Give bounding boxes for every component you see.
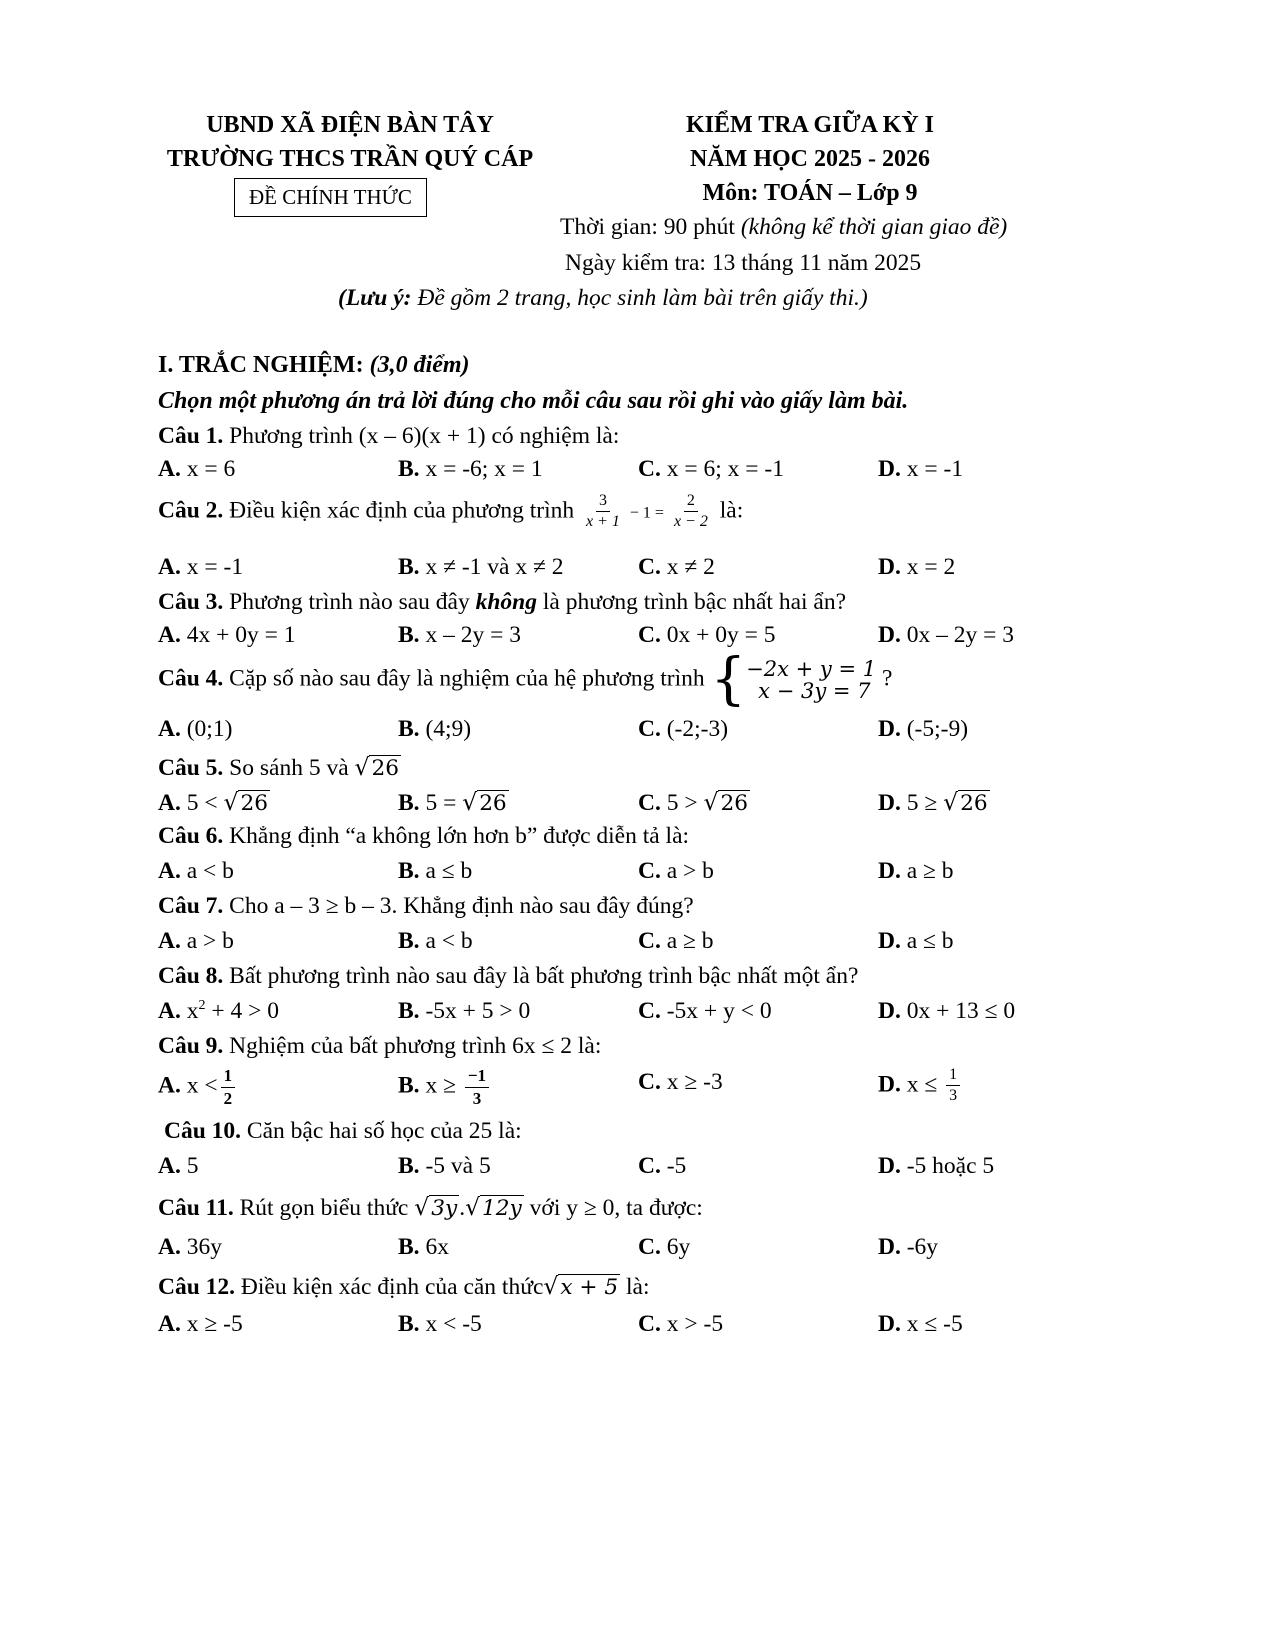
question-text: Điều kiện xác định của phương trình bbox=[223, 497, 580, 524]
option-b bbox=[398, 716, 471, 743]
fraction-denominator: 2 bbox=[223, 1088, 233, 1108]
question-label: Câu 4. bbox=[158, 665, 224, 692]
fraction-numerator: 2 bbox=[684, 492, 698, 512]
exam-date: Ngày kiểm tra: 13 tháng 11 năm 2025 bbox=[565, 250, 922, 276]
question-3 bbox=[158, 589, 846, 616]
option-text: -5 bbox=[660, 1153, 687, 1179]
option-b bbox=[398, 1234, 449, 1261]
fraction-numerator: 3 bbox=[596, 492, 610, 512]
question-emphasis: không bbox=[475, 589, 537, 615]
option-d bbox=[878, 1311, 963, 1338]
option-letter: A. bbox=[158, 716, 181, 742]
fraction-denominator: 3 bbox=[472, 1088, 482, 1108]
subject-line: Môn: TOÁN – Lớp 9 bbox=[702, 180, 918, 206]
fraction bbox=[583, 492, 623, 532]
option-letter: D. bbox=[878, 858, 901, 884]
option-text: x – 2y = 3 bbox=[419, 622, 521, 648]
exam-note bbox=[338, 285, 868, 312]
question-7 bbox=[158, 893, 694, 920]
option-letter: B. bbox=[398, 858, 420, 884]
option-letter: B. bbox=[398, 456, 420, 482]
question-10 bbox=[164, 1118, 522, 1145]
option-letter: C. bbox=[638, 998, 661, 1024]
section-title bbox=[158, 352, 470, 379]
option-c bbox=[638, 788, 750, 817]
question-tail: ? bbox=[876, 665, 893, 692]
question-4 bbox=[158, 647, 893, 712]
option-d bbox=[878, 998, 1015, 1025]
option-a bbox=[158, 1153, 198, 1180]
square-root: √3y bbox=[414, 1193, 458, 1221]
option-letter: A. bbox=[158, 456, 181, 482]
question-text: Nghiệm của bất phương trình 6x ≤ 2 là: bbox=[223, 1033, 602, 1059]
note-label: (Lưu ý: bbox=[338, 285, 412, 311]
option-text: x ≤ bbox=[900, 1071, 944, 1098]
option-d bbox=[878, 554, 955, 581]
section-instruction: Chọn một phương án trả lời đúng cho mỗi câu sau rồi ghi vào giấy làm bài. bbox=[158, 388, 909, 414]
option-text: 5 bbox=[180, 1153, 199, 1179]
question-11 bbox=[158, 1193, 703, 1222]
option-text: (-2;-3) bbox=[660, 716, 729, 742]
question-label: Câu 7. bbox=[158, 893, 224, 919]
option-letter: A. bbox=[158, 1072, 181, 1099]
option-letter: C. bbox=[638, 554, 661, 580]
question-label: Câu 1. bbox=[158, 423, 224, 449]
question-text: Bất phương trình nào sau đây là bất phương trình bậc nhất một ẩn? bbox=[223, 963, 859, 989]
option-text: -5x + y < 0 bbox=[660, 998, 772, 1024]
school-year: NĂM HỌC 2025 - 2026 bbox=[690, 146, 930, 172]
option-text: x = 6 bbox=[180, 456, 236, 482]
option-letter: D. bbox=[878, 1153, 901, 1179]
option-c bbox=[638, 858, 714, 885]
radicand: 26 bbox=[371, 756, 399, 781]
question-tail: với y ≥ 0, ta được: bbox=[523, 1195, 703, 1221]
option-letter: C. bbox=[638, 716, 661, 742]
option-c bbox=[638, 554, 715, 581]
option-letter: D. bbox=[878, 928, 901, 954]
option-letter: A. bbox=[158, 1311, 181, 1337]
exam-duration bbox=[560, 214, 1007, 241]
option-letter: A. bbox=[158, 790, 181, 816]
option-a bbox=[158, 554, 243, 581]
option-letter: A. bbox=[158, 928, 181, 954]
question-text: Phương trình (x – 6)(x + 1) có nghiệm là: bbox=[223, 423, 620, 449]
question-label: Câu 5. bbox=[158, 755, 224, 781]
option-letter: C. bbox=[638, 928, 661, 954]
option-text: 36y bbox=[180, 1234, 222, 1260]
option-text: x > -5 bbox=[660, 1311, 724, 1337]
option-text: 6y bbox=[660, 1234, 691, 1260]
option-c bbox=[638, 456, 784, 483]
option-text: 0x + 0y = 5 bbox=[660, 622, 776, 648]
option-c bbox=[638, 928, 714, 955]
option-d bbox=[878, 858, 954, 885]
radicand: x + 5 bbox=[560, 1275, 619, 1300]
question-text: Cho a – 3 ≥ b – 3. Khẳng định nào sau đây đúng? bbox=[223, 893, 694, 919]
option-letter: A. bbox=[158, 1153, 181, 1179]
square-root: √12y bbox=[465, 1193, 522, 1221]
question-text: So sánh 5 và bbox=[223, 755, 355, 781]
option-letter: C. bbox=[638, 1069, 661, 1095]
option-text: 5 > bbox=[660, 790, 704, 816]
question-text: Căn bậc hai số học của 25 là: bbox=[241, 1118, 522, 1144]
option-text: x bbox=[180, 998, 199, 1024]
official-exam-box: ĐỀ CHÍNH THỨC bbox=[234, 178, 427, 217]
option-text: x = 2 bbox=[900, 554, 956, 580]
option-text: x ≥ bbox=[419, 1072, 462, 1099]
option-letter: C. bbox=[638, 858, 661, 884]
question-5 bbox=[158, 753, 401, 782]
option-text: x ≥ -5 bbox=[180, 1311, 243, 1337]
option-text: 5 = bbox=[419, 790, 463, 816]
equation-1: −2x + y = 1 bbox=[746, 656, 877, 681]
question-9 bbox=[158, 1033, 601, 1060]
option-letter: C. bbox=[638, 1153, 661, 1179]
exam-title: KIỂM TRA GIỮA KỲ I bbox=[685, 112, 935, 138]
radicand: 12y bbox=[482, 1196, 522, 1221]
option-d bbox=[878, 456, 963, 483]
radicand: 26 bbox=[240, 791, 268, 816]
question-6 bbox=[158, 823, 689, 850]
equation-system bbox=[746, 658, 876, 702]
option-letter: D. bbox=[878, 1071, 901, 1098]
option-c bbox=[638, 716, 728, 743]
option-d bbox=[878, 716, 968, 743]
option-letter: B. bbox=[398, 554, 420, 580]
option-letter: D. bbox=[878, 554, 901, 580]
option-letter: B. bbox=[398, 622, 420, 648]
option-letter: C. bbox=[638, 456, 661, 482]
option-text: a ≥ b bbox=[900, 858, 954, 884]
question-tail: là: bbox=[713, 497, 744, 524]
question-label: Câu 9. bbox=[158, 1033, 224, 1059]
option-text: a < b bbox=[180, 858, 234, 884]
option-text: (0;1) bbox=[180, 716, 233, 742]
radicand: 26 bbox=[960, 791, 988, 816]
option-letter: C. bbox=[638, 1234, 661, 1260]
duration-label: Thời gian: 90 phút bbox=[560, 214, 741, 240]
question-text: Rút gọn biểu thức bbox=[233, 1195, 415, 1221]
duration-note: (không kể thời gian giao đề) bbox=[740, 214, 1008, 240]
square-root: √x + 5 bbox=[543, 1272, 619, 1300]
fraction-numerator: 1 bbox=[946, 1066, 960, 1086]
option-text: x ≠ -1 và x ≠ 2 bbox=[419, 554, 564, 580]
option-letter: D. bbox=[878, 716, 901, 742]
fraction-numerator: 1 bbox=[221, 1066, 236, 1088]
option-text: x = -1 bbox=[180, 554, 244, 580]
option-b bbox=[398, 858, 472, 885]
option-c bbox=[638, 1069, 723, 1096]
option-letter: B. bbox=[398, 1072, 420, 1099]
option-letter: D. bbox=[878, 790, 901, 816]
question-text: Phương trình nào sau đây bbox=[223, 589, 476, 615]
option-a bbox=[158, 858, 234, 885]
question-12 bbox=[158, 1272, 650, 1301]
square-root: √26 bbox=[703, 788, 748, 816]
option-c bbox=[638, 1153, 686, 1180]
option-a bbox=[158, 622, 296, 649]
option-d bbox=[878, 1153, 994, 1180]
option-letter: B. bbox=[398, 716, 420, 742]
question-8 bbox=[158, 963, 858, 990]
question-label: Câu 10. bbox=[164, 1118, 242, 1144]
question-tail: là phương trình bậc nhất hai ẩn? bbox=[537, 589, 847, 615]
question-label: Câu 3. bbox=[158, 589, 224, 615]
option-text: 4x + 0y = 1 bbox=[180, 622, 296, 648]
question-label: Câu 2. bbox=[158, 497, 224, 524]
option-text: a ≤ b bbox=[419, 858, 473, 884]
option-d bbox=[878, 788, 990, 817]
fraction bbox=[465, 1066, 489, 1108]
multiplication-dot: . bbox=[459, 1195, 466, 1221]
option-letter: B. bbox=[398, 1153, 420, 1179]
option-text: x < -5 bbox=[419, 1311, 482, 1337]
option-c bbox=[638, 1234, 690, 1261]
option-letter: A. bbox=[158, 858, 181, 884]
section-points: (3,0 điểm) bbox=[369, 352, 470, 378]
fraction bbox=[671, 492, 711, 532]
option-c bbox=[638, 998, 772, 1025]
question-label: Câu 6. bbox=[158, 823, 224, 849]
fraction-denominator: x + 1 bbox=[586, 513, 620, 531]
option-a bbox=[158, 928, 234, 955]
option-letter: D. bbox=[878, 998, 901, 1024]
radicand: 26 bbox=[479, 791, 507, 816]
option-letter: B. bbox=[398, 790, 420, 816]
option-d bbox=[878, 928, 954, 955]
exponent: 2 bbox=[198, 998, 206, 1014]
option-letter: A. bbox=[158, 998, 181, 1024]
option-letter: C. bbox=[638, 1311, 661, 1337]
option-text: a ≥ b bbox=[660, 928, 714, 954]
option-letter: B. bbox=[398, 998, 420, 1024]
note-text: Đề gồm 2 trang, học sinh làm bài trên giấy thi.) bbox=[411, 285, 868, 311]
option-text: a > b bbox=[180, 928, 234, 954]
option-a bbox=[158, 1066, 238, 1108]
square-root: √26 bbox=[943, 788, 988, 816]
option-a bbox=[158, 456, 235, 483]
option-b bbox=[398, 622, 521, 649]
fraction bbox=[946, 1066, 960, 1106]
option-letter: D. bbox=[878, 1311, 901, 1337]
square-root: √26 bbox=[354, 753, 399, 781]
school-authority: UBND XÃ ĐIỆN BÀN TÂY bbox=[206, 112, 494, 138]
option-letter: C. bbox=[638, 790, 661, 816]
question-text: Khẳng định “a không lớn hơn b” được diễn tả là: bbox=[223, 823, 690, 849]
option-text: x = -6; x = 1 bbox=[419, 456, 543, 482]
option-a bbox=[158, 1311, 243, 1338]
school-name: TRƯỜNG THCS TRẦN QUÝ CÁP bbox=[166, 146, 534, 172]
option-text: -5 hoặc 5 bbox=[900, 1153, 995, 1179]
fraction bbox=[221, 1066, 236, 1108]
option-b bbox=[398, 928, 473, 955]
option-letter: A. bbox=[158, 554, 181, 580]
square-root: √26 bbox=[462, 788, 507, 816]
option-text: -5 và 5 bbox=[419, 1153, 491, 1179]
option-a bbox=[158, 1234, 222, 1261]
option-text: x ≤ -5 bbox=[900, 1311, 963, 1337]
option-a bbox=[158, 788, 270, 817]
option-text: x = 6; x = -1 bbox=[660, 456, 784, 482]
option-a bbox=[158, 716, 232, 743]
option-text: x ≥ -3 bbox=[660, 1069, 723, 1095]
option-text: x ≠ 2 bbox=[660, 554, 715, 580]
option-letter: D. bbox=[878, 1234, 901, 1260]
option-letter: A. bbox=[158, 1234, 181, 1260]
option-text: -6y bbox=[900, 1234, 939, 1260]
question-label: Câu 8. bbox=[158, 963, 224, 989]
option-text: 0x – 2y = 3 bbox=[900, 622, 1014, 648]
option-text: 5 ≥ bbox=[900, 790, 944, 816]
equation-middle: − 1 = bbox=[625, 504, 668, 522]
option-text: x < bbox=[180, 1072, 218, 1099]
option-letter: B. bbox=[398, 928, 420, 954]
fraction-denominator: 3 bbox=[949, 1087, 958, 1105]
option-text: x = -1 bbox=[900, 456, 964, 482]
option-c bbox=[638, 622, 776, 649]
fraction-denominator: x − 2 bbox=[673, 513, 708, 531]
option-b bbox=[398, 1153, 491, 1180]
question-2 bbox=[158, 492, 743, 532]
option-text: (4;9) bbox=[419, 716, 472, 742]
option-letter: D. bbox=[878, 456, 901, 482]
square-root: √26 bbox=[223, 788, 268, 816]
option-a bbox=[158, 998, 279, 1025]
option-text: 6x bbox=[419, 1234, 449, 1260]
question-1 bbox=[158, 423, 619, 450]
radicand: 3y bbox=[431, 1196, 458, 1221]
option-b bbox=[398, 1311, 482, 1338]
option-d bbox=[878, 1234, 938, 1261]
option-text: a < b bbox=[419, 928, 473, 954]
option-b bbox=[398, 1066, 492, 1108]
option-text: 5 < bbox=[180, 790, 224, 816]
option-text: a > b bbox=[660, 858, 714, 884]
equation-2: x − 3y = 7 bbox=[758, 679, 871, 703]
option-letter: B. bbox=[398, 1234, 420, 1260]
option-b bbox=[398, 554, 564, 581]
option-letter: D. bbox=[878, 622, 901, 648]
option-letter: B. bbox=[398, 1311, 420, 1337]
fraction-numerator: −1 bbox=[465, 1066, 489, 1088]
question-label: Câu 12. bbox=[158, 1274, 236, 1300]
option-d bbox=[878, 622, 1014, 649]
option-b bbox=[398, 456, 543, 483]
system-brace: { bbox=[710, 647, 747, 712]
option-text: 0x + 13 ≤ 0 bbox=[900, 998, 1016, 1024]
section-heading: I. TRẮC NGHIỆM: bbox=[158, 352, 370, 378]
option-text: (-5;-9) bbox=[900, 716, 969, 742]
option-b bbox=[398, 788, 509, 817]
option-b bbox=[398, 998, 530, 1025]
option-text: -5x + 5 > 0 bbox=[419, 998, 531, 1024]
question-tail: là: bbox=[620, 1274, 650, 1300]
question-text: Điều kiện xác định của căn thức bbox=[235, 1274, 544, 1300]
question-label: Câu 11. bbox=[158, 1195, 234, 1221]
option-text: a ≤ b bbox=[900, 928, 954, 954]
option-text: + 4 > 0 bbox=[205, 998, 279, 1024]
option-d bbox=[878, 1066, 963, 1106]
option-letter: A. bbox=[158, 622, 181, 648]
question-text: Cặp số nào sau đây là nghiệm của hệ phương trình bbox=[223, 665, 711, 692]
option-c bbox=[638, 1311, 723, 1338]
option-letter: C. bbox=[638, 622, 661, 648]
radicand: 26 bbox=[720, 791, 748, 816]
